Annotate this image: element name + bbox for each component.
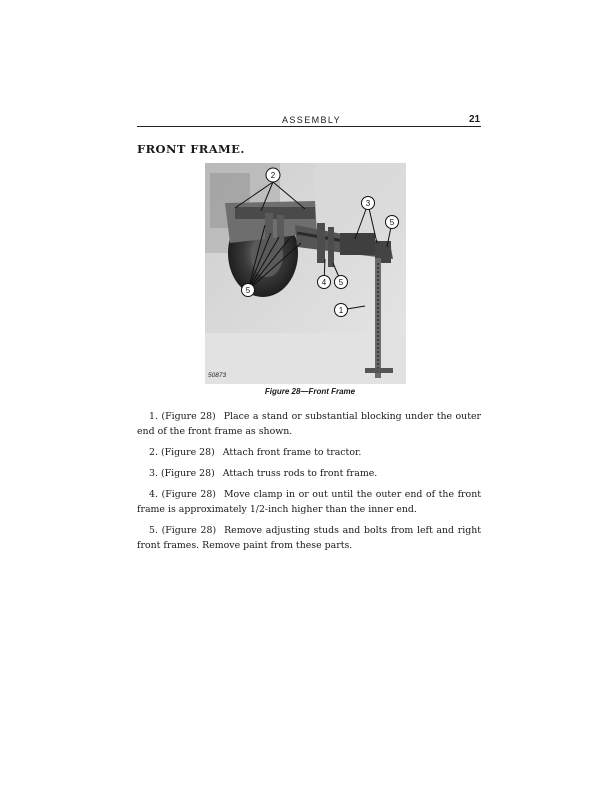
step-item — [137, 466, 481, 481]
step-list — [137, 409, 481, 559]
step-text: Attach front frame to tractor. — [222, 447, 362, 458]
figure-reference: (Figure 28) — [161, 411, 216, 422]
figure-reference: (Figure 28) — [161, 489, 216, 500]
figure-reference: (Figure 28) — [160, 447, 215, 458]
section-title: FRONT FRAME. — [137, 142, 245, 156]
figure-caption: Figure 28—Front Frame — [264, 387, 356, 396]
callout-label: 1 — [338, 306, 344, 315]
figure-reference: (Figure 28) — [160, 468, 215, 479]
callout-label: 3 — [365, 199, 371, 208]
step-text: Remove adjusting studs and bolts from left and right front frames. Remove paint from these parts. — [137, 525, 481, 551]
page-number: 21 — [469, 114, 481, 125]
figure-photo — [205, 163, 406, 384]
step-text: Place a stand or substantial blocking under the outer end of the front frame as shown. — [137, 411, 481, 437]
step-text: Move clamp in or out until the outer end of the front frame is approximately 1/2-inch higher than the inner end. — [137, 489, 481, 515]
step-item — [137, 445, 481, 460]
step-item — [137, 409, 481, 439]
running-header: ASSEMBLY — [282, 115, 342, 125]
step-number: 4. — [149, 489, 158, 500]
callout-label: 5 — [338, 278, 344, 287]
step-item — [137, 523, 481, 553]
callout-label: 4 — [321, 278, 327, 287]
step-number: 1. — [149, 411, 158, 422]
callout-label: 5 — [389, 218, 395, 227]
step-number: 2. — [149, 447, 158, 458]
step-item — [137, 487, 481, 517]
step-text: Attach truss rods to front frame. — [222, 468, 378, 479]
callout-label: 5 — [245, 286, 251, 295]
callout-label: 2 — [270, 171, 276, 180]
figure-reference: (Figure 28) — [161, 525, 217, 536]
header-rule — [137, 126, 481, 127]
figure-code: 50873 — [208, 372, 227, 379]
step-number: 5. — [149, 525, 158, 536]
step-number: 3. — [149, 468, 158, 479]
